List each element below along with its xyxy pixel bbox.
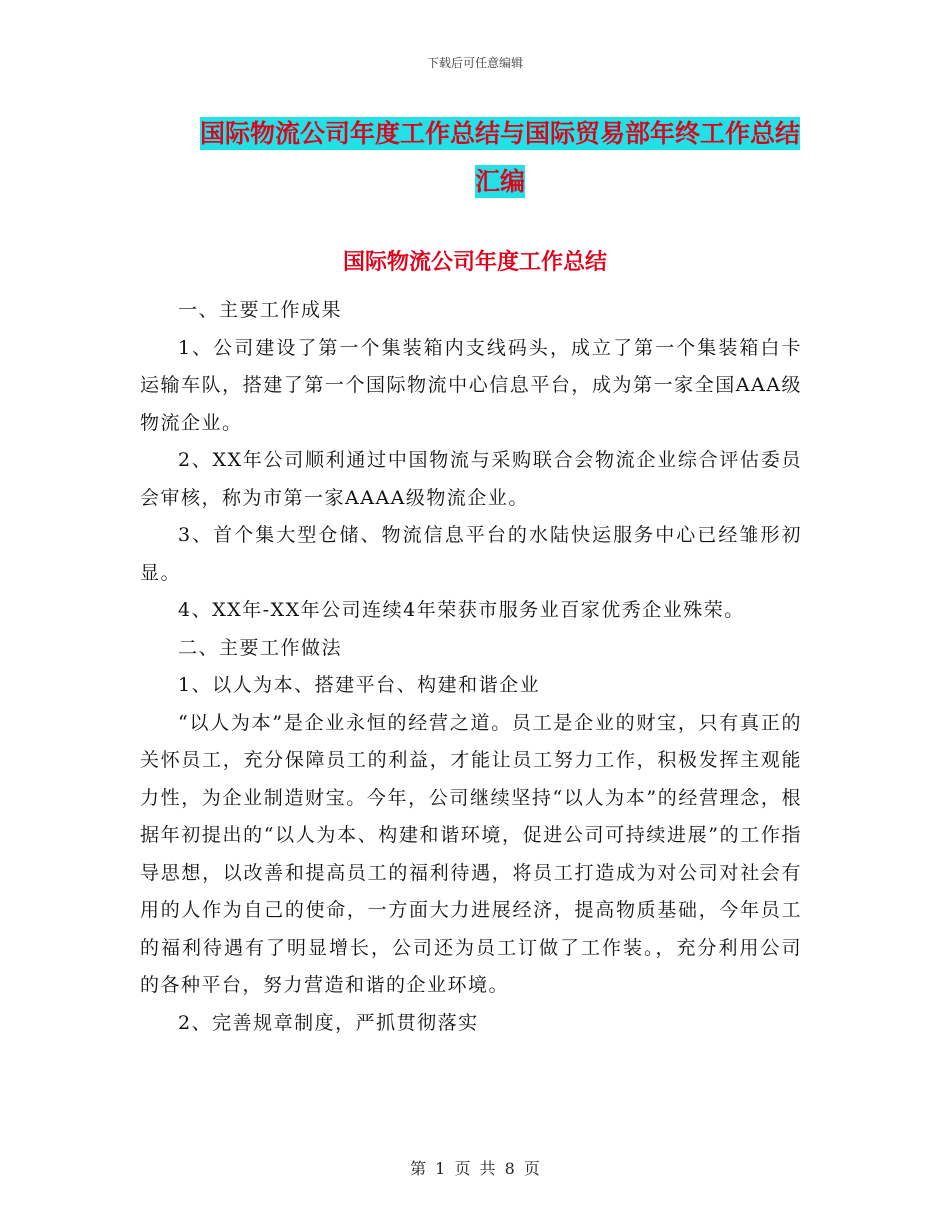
paragraph-achievement-3: 3、首个集大型仓储、物流信息平台的水陆快运服务中心已经雏形初显。 xyxy=(140,524,802,584)
subheading-practice-2: 2、完善规章制度，严抓贯彻落实 xyxy=(178,1011,479,1034)
heading-main-practices: 二、主要工作做法 xyxy=(178,636,343,659)
heading-main-achievements: 一、主要工作成果 xyxy=(178,299,343,321)
paragraph-achievement-2: 2、XX年公司顺利通过中国物流与采购联合会物流企业综合评估委员会审核，称为市第一家AAAA级物流企业。 xyxy=(140,449,802,509)
section-title: 国际物流公司年度工作总结 xyxy=(342,250,607,275)
paragraph-achievement-1: 1、公司建设了第一个集装箱内支线码头，成立了第一个集装箱白卡运输车队，搭建了第一个国际物流中心信息平台，成为第一家全国AAA级物流企业。 xyxy=(140,336,802,434)
page-footer: 第 1 页 共 8 页 xyxy=(410,1159,540,1178)
document-title xyxy=(190,110,810,206)
document-body xyxy=(140,292,802,1042)
header-note: 下载后可任意编辑 xyxy=(426,56,523,70)
subheading-practice-1: 1、以人为本、搭建平台、构建和谐企业 xyxy=(178,674,541,696)
paragraph-people-oriented: “以人为本”是企业永恒的经营之道。员工是企业的财宝，只有真正的关怀员工，充分保障员工的利益，才能让员工努力工作，积极发挥主观能力性，为企业制造财宝。今年，公司继续坚持“以人为本”的经营理念，根据年初提出的“以人为本、构建和谐环境，促进公司可持续进展”的工作指导思想，以改善和提高员工的福利待遇，将员工打造成为对公司对社会有用的人作为自己的使命，一方面大力进展经济，提高物质基础，今年员工的福利待遇有了明显增长，公司还为员工订做了工作装。，充分利用公司的各种平台，努力营造和谐的企业环境。 xyxy=(140,711,802,996)
document-title-text: 国际物流公司年度工作总结与国际贸易部年终工作总结汇编 xyxy=(199,119,800,196)
paragraph-achievement-4: 4、XX年-XX年公司连续4年荣获市服务业百家优秀企业殊荣。 xyxy=(178,599,745,621)
